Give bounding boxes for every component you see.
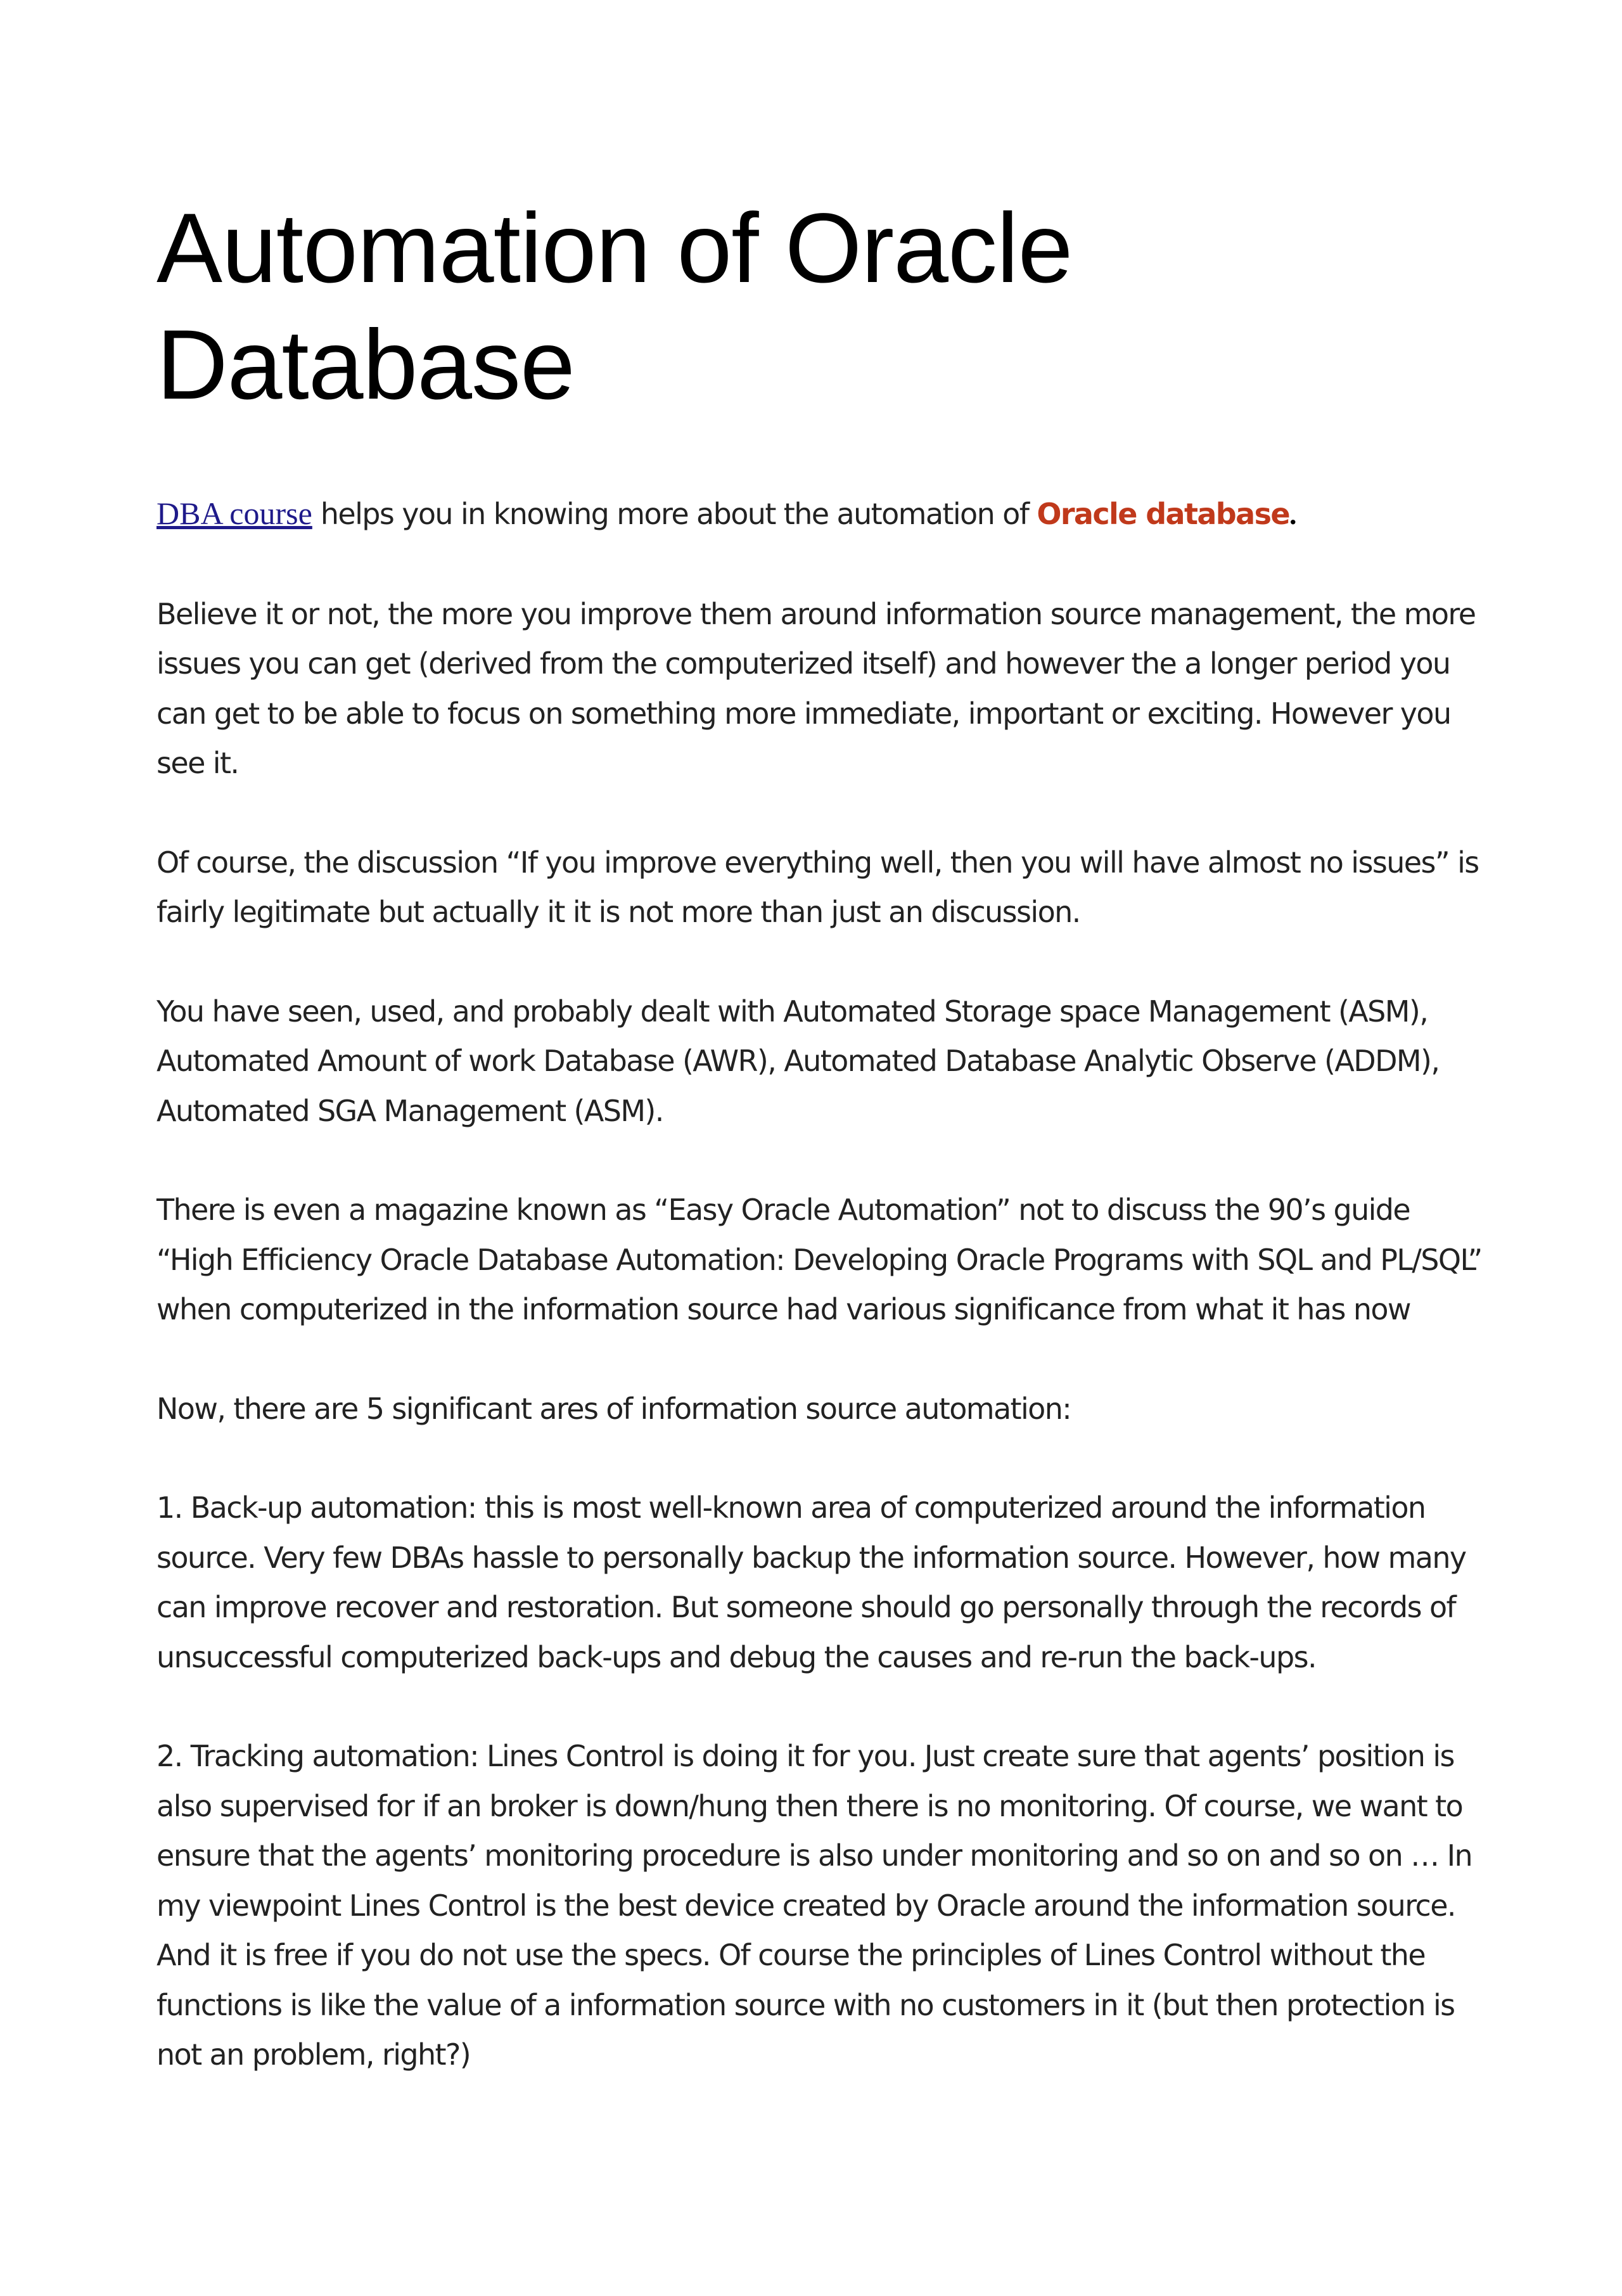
list-item-tracking-automation: 2. Tracking automation: Lines Control is doing it for you. Just create sure that agents’ position is also supervised for if an broker is down/hung then there is no monitoring. Of course, we want to ensure that the agents’ monitoring procedure is also under monitoring and so on and so on … In my viewpoint Lines Control is the best device created by Oracle around the information source. And it is free if you do not use the specs. Of course the principles of Lines Control without the functions is like the value of a information source with no customers in it (but then protection is not an problem, right?) [156,1739,1472,2072]
oracle-database-emphasis: Oracle database [1037,497,1289,531]
paragraph-2: Of course, the discussion “If you improve everything well, then you will have almost no issues” is fairly legitimate but actually it it is not more than just an discussion. [156,845,1479,929]
paragraph-3: You have seen, used, and probably dealt with Automated Storage space Management (ASM), Automated Amount of work Database (AWR), Automated Database Analytic Observe (ADDM), Automated SGA Management (ASM). [156,994,1440,1128]
dba-course-link[interactable]: DBA course [156,496,312,531]
paragraph-5: Now, there are 5 significant ares of information source automation: [156,1391,1071,1426]
article-content [156,190,1487,2080]
intro-period: . [1289,498,1296,530]
intro-text: helps you in knowing more about the automation of [312,497,1037,531]
intro-paragraph [156,489,1487,540]
paragraph-4: There is even a magazine known as “Easy Oracle Automation” not to discuss the 90’s guide “High Efficiency Oracle Database Automation: Developing Oracle Programs with SQL and PL/SQL” when computerized in the information source had various significance from what it has now [156,1193,1482,1326]
list-item-backup-automation: 1. Back-up automation: this is most well-known area of computerized around the information source. Very few DBAs hassle to personally backup the information source. However, how many can improve recover and restoration. But someone should go personally through the records of unsuccessful computerized back-ups and debug the causes and re-run the back-ups. [156,1491,1466,1674]
paragraph-1: Believe it or not, the more you improve them around information source management, the more issues you can get (derived from the computerized itself) and however the a longer period you can get to be able to focus on something more immediate, important or exciting. However you see it. [156,596,1476,780]
page-title: Automation of Oracle Database [156,193,1073,420]
